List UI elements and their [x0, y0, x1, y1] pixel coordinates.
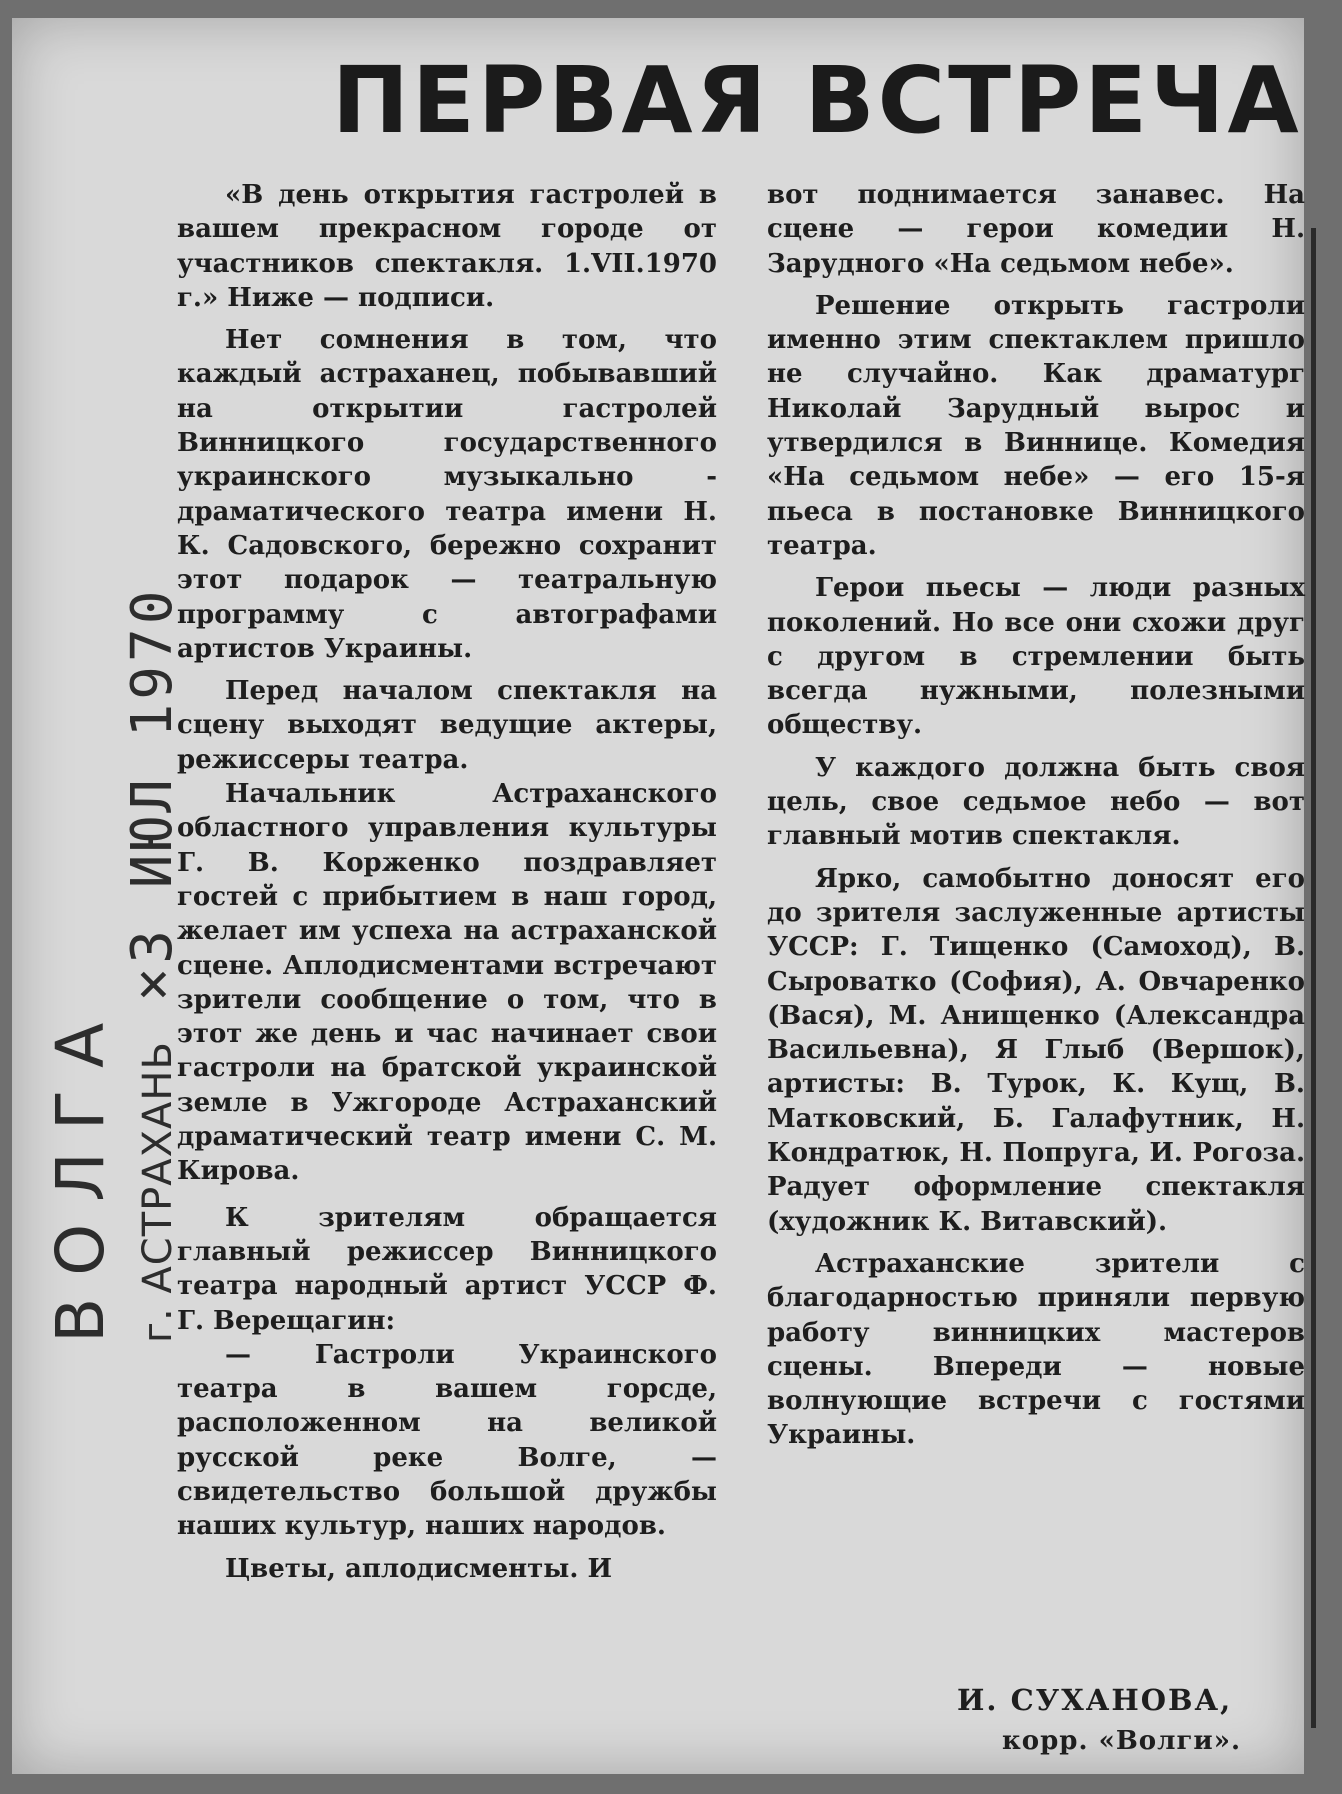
- stamp-date: ×3 ИЮЛ 1970: [120, 586, 185, 1002]
- article-headline: ПЕРВАЯ ВСТРЕЧА: [332, 47, 1302, 154]
- column-rule: [1311, 228, 1316, 1728]
- paragraph: Решение открыть гастроли именно этим спектаклем пришло не случайно. Как драматург Николай Зарудный вырос и утвердился в Виннице. Комедия «На седьмом небе» — его 15-я пьеса в постановке Винницкого театра.: [767, 290, 1305, 561]
- paragraph: К зрителям обращается главный режиссер Винницкого театра народный артист УССР Ф. Г. Верещагин:: [177, 1202, 717, 1336]
- paragraph: Астраханские зрители с благодарностью приняли первую работу винницких мастеров сцены. Впереди — новые волнующие встречи с гостями Украины.: [767, 1248, 1305, 1451]
- paragraph: «В день открытия гастролей в вашем прекрасном городе от участников спектакля. 1.VII.1970 г.» Ниже — подписи.: [177, 180, 717, 313]
- paragraph: вот поднимается занавес. На сцене — герои комедии Н. Зарудного «На седьмом небе».: [767, 180, 1305, 279]
- paragraph: Ярко, самобытно доносят его до зрителя заслуженные артисты УССР: Г. Тищенко (Самоход), В. Сыроватко (София), А. Овчаренко (Вася), М. Анищенко (Александра Васильевна), Я Глыб (Вершок), артисты: В. Турок, К. Кущ, В. Матковский, Б. Галафутник, Н. Кондратюк, Н. Попруга, И. Рогоза. Радует оформление спектакля (художник К. Витавский).: [767, 863, 1305, 1237]
- author-role: корр. «Волги».: [1002, 1726, 1241, 1756]
- paragraph: Начальник Астраханского областного управления культуры Г. В. Корженко поздравляет гостей с прибытием в наш город, желает им успеха на астраханской сцене. Аплодисментами встречают зрители сообщение о том, что в этот же день и час начинает свои гастроли на братской украинской земле в Ужгороде Астраханский драматический театр имени С. М. Кирова.: [177, 779, 717, 1187]
- paragraph: У каждого должна быть своя цель, свое седьмое небо — вот главный мотив спектакля.: [767, 752, 1305, 852]
- paragraph: Герои пьесы — люди разных поколений. Но все они схожи друг с другом в стремлении быть всегда нужными, полезными обществу.: [767, 573, 1305, 741]
- paragraph: — Гастроли Украинского театра в вашем горсде, расположенном на великой русской реке Волге, — свидетельство большой дружбы наших культур, наших народов.: [177, 1339, 717, 1542]
- stamp-city: г. АСТРАХАНЬ: [135, 1041, 181, 1343]
- stamp-newspaper-name: ВОЛГА: [42, 1000, 119, 1343]
- article-column-left: [177, 178, 717, 1586]
- author-name: И. СУХАНОВА,: [957, 1683, 1233, 1717]
- archive-stamp: [42, 586, 185, 1343]
- article-column-right: [767, 178, 1305, 1453]
- paragraph: Цветы, аплодисменты. И: [225, 1553, 613, 1584]
- paragraph: Нет сомнения в том, что каждый астраханец, побывавший на открытии гастролей Винницкого государственного украинского музыкально - драматического театра имени Н. К. Садовского, бережно сохранит этот подарок — театральную программу с автографами артистов Украины.: [177, 325, 717, 664]
- paragraph: Перед началом спектакля на сцену выходят ведущие актеры, режиссеры театра.: [177, 676, 717, 775]
- newspaper-clipping: [12, 18, 1304, 1774]
